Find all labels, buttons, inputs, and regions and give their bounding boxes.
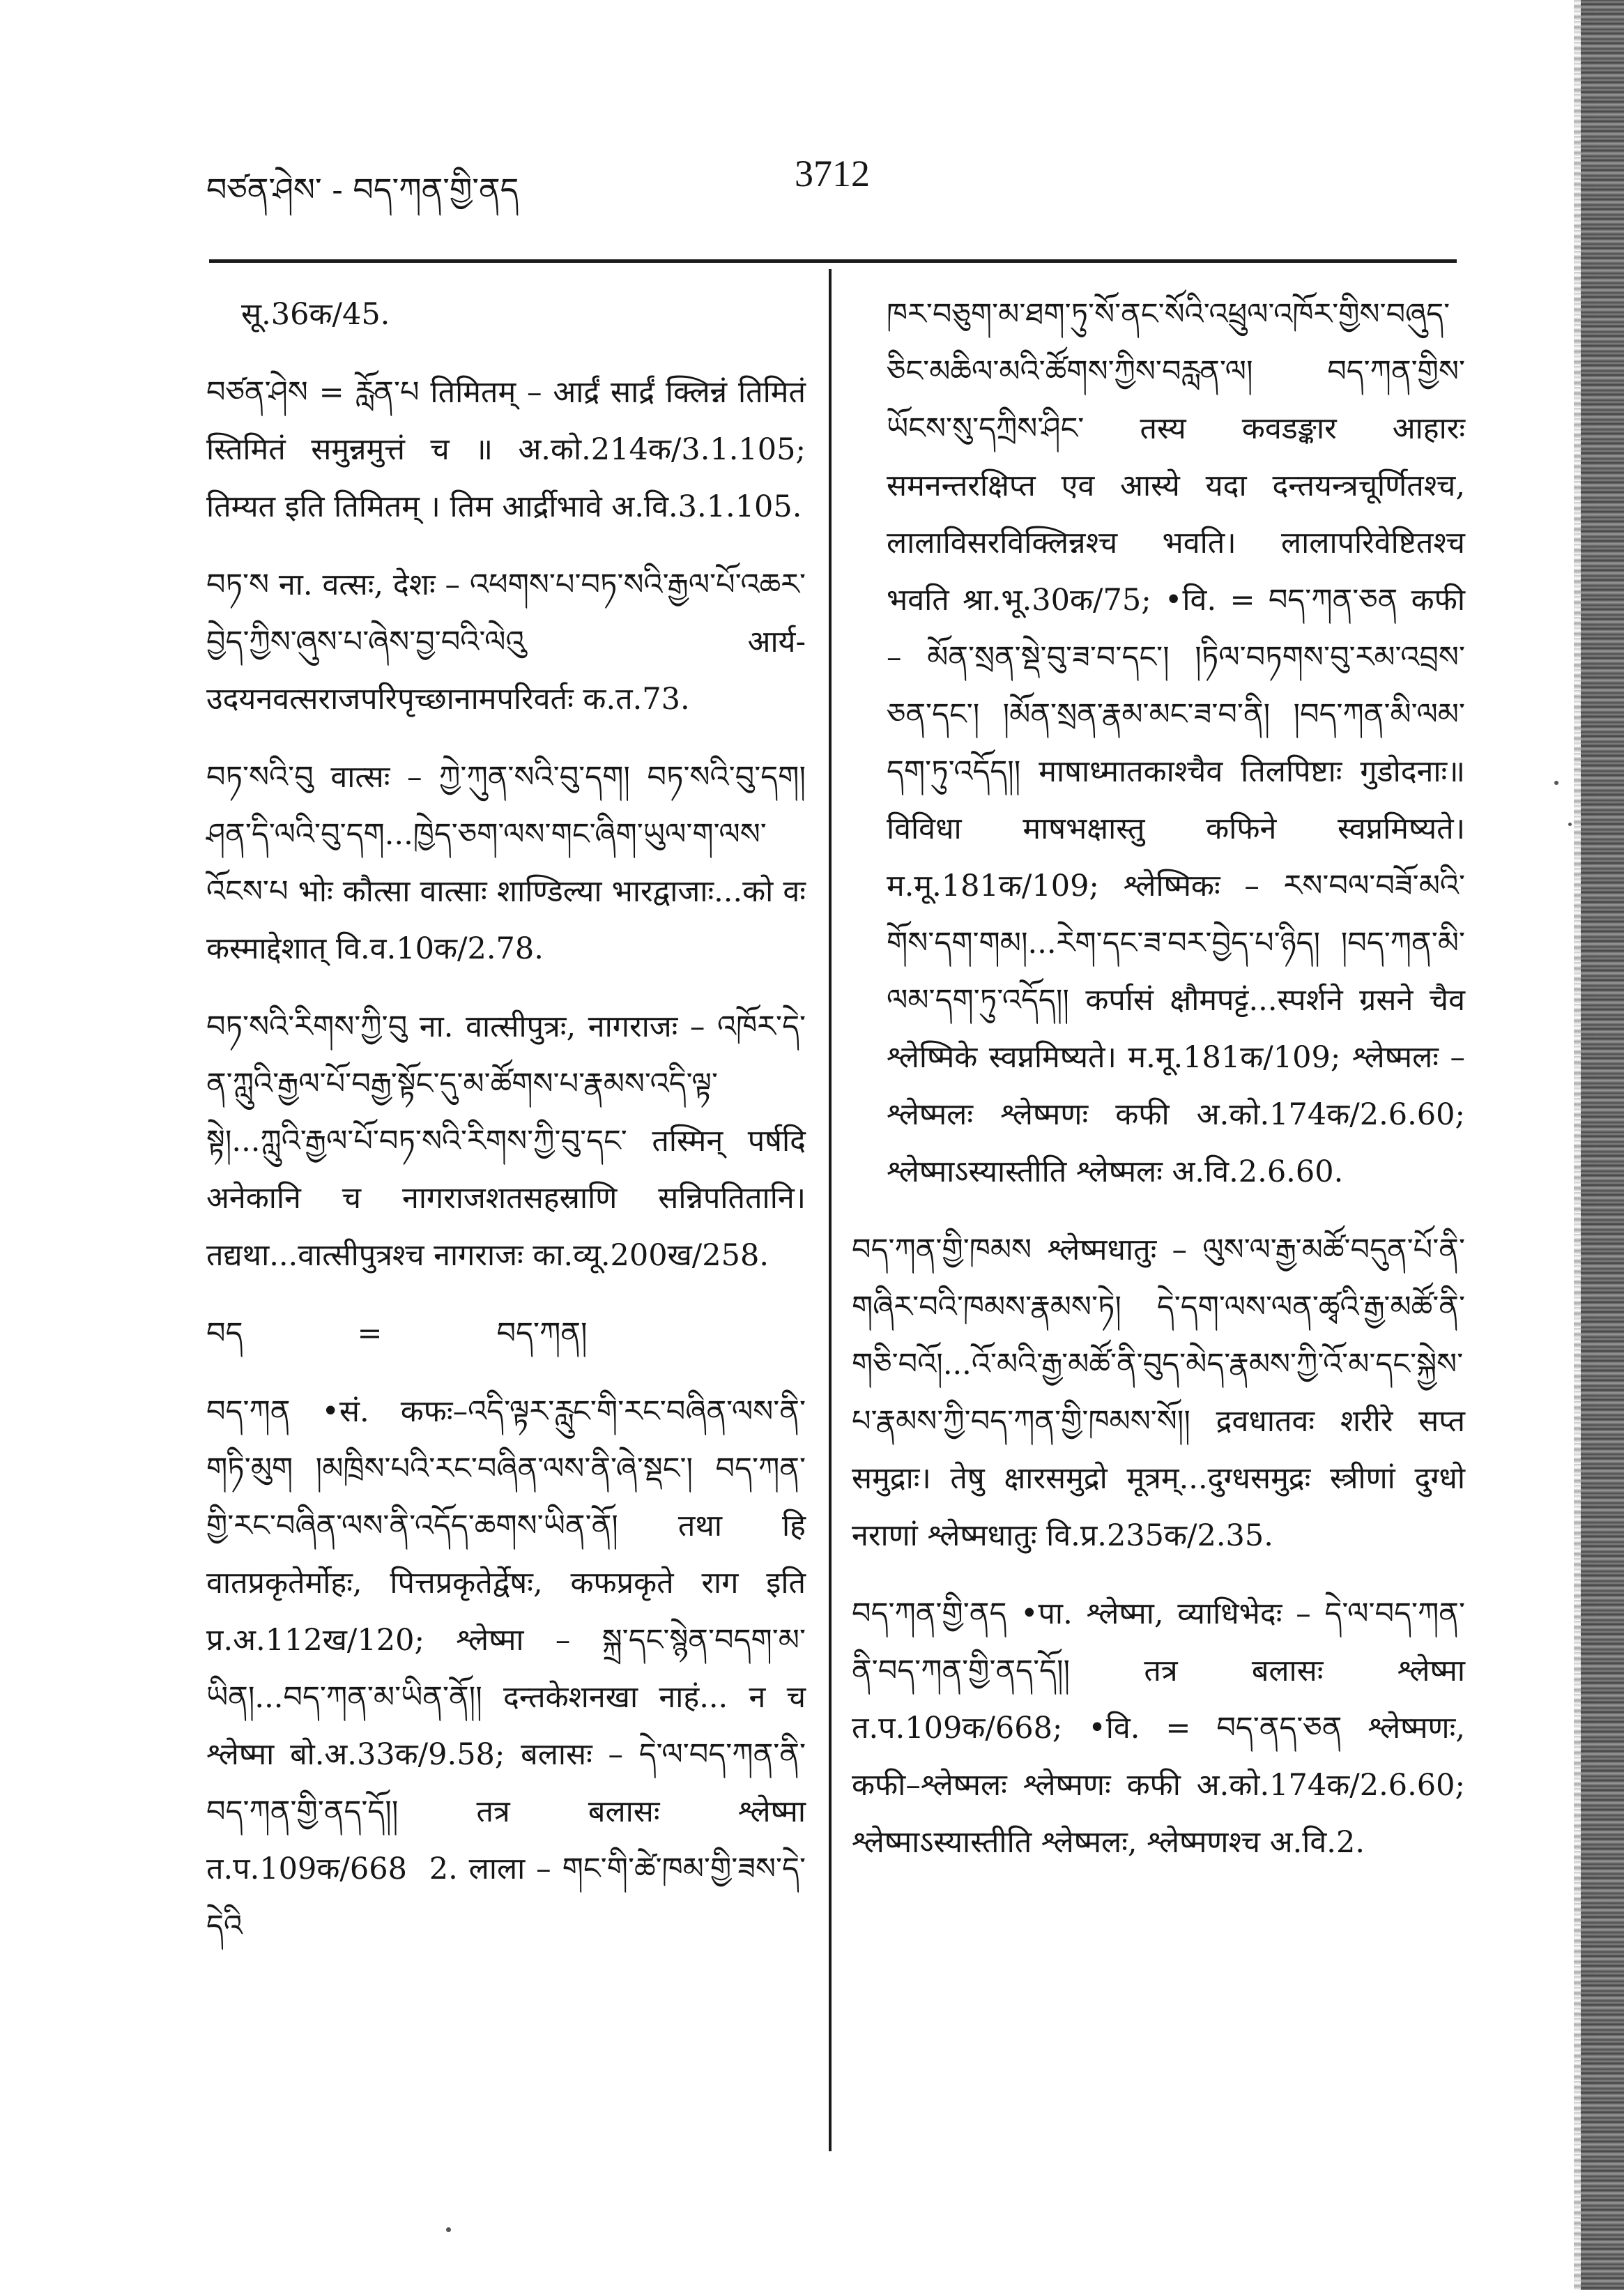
scan-edge-strip [1581,0,1624,2290]
page-number: 3712 [795,153,870,194]
entry-text: བད་ཀན་གྱི་ནད •पा. श्लेष्मा, व्याधिभेदः – དེ་ལ་བད་ཀན་ནི་བད་ཀན་གྱི་ནད་དོ།། तत्र बलासः श्लेष्मा त.प.109क/668; •वि. = བད་ནད་ཅན श्लेष्मणः, कफी–श्लेष्मलः श्लेष्मणः कफी अ.को.174क/2.6.60; श्लेष्माऽस्यास्तीति श्लेष्मलः, श्लेष्मणश्च अ.वि.2. [852,1596,1475,1860]
entry-text: བཙན་ཤེས = རློན་པ तिमितम् – आर्द्रं सार्द्रं क्लिन्नं तिमितं स्तिमितं समुन्नमुत्तं च ॥ अ.को.214क/3.1.105; तिम्यत इति तिमितम् । तिम आर्द्रीभावे अ.वि.3.1.105. [206,375,815,524]
entry-text: བཏ་ས ना. वत्सः, देशः – འཕགས་པ་བཏ་སའི་རྒྱལ་པོ་འཆར་བྱེད་ཀྱིས་ཞུས་པ་ཞེས་བྱ་བའི་ལེའུ आर्य-उदयनवत्सराजपरिपृच्छानामपरिवर्तः क.त.73. [206,567,806,717]
entry-continuation [206,286,806,343]
entry-text: བད་ཀན་གྱི་ཁམས श्लेष्मधातुः – ལུས་ལ་རྒྱ་མཚོ་བདུན་པོ་ནི་གཞིར་བའི་ཁམས་རྣམས་ཏེ། དེ་དག་ལས་ལན་ཚྭའི་རྒྱ་མཚོ་ནི་གཅི་བའོ།...འོ་མའི་རྒྱ་མཚོ་ནི་བུད་མེད་རྣམས་ཀྱི་འོ་མ་དང་སྐྱེས་པ་རྣམས་ཀྱི་བད་ཀན་གྱི་ཁམས་སོ།། द्रवधातवः शरीरे सप्त समुद्राः। तेषु क्षारसमुद्रो मूत्रम्...दुग्धसमुद्रः स्त्रीणां दुग्धो नराणां श्लेष्मधातुः वि.प्र.235क/2.35. [852,1232,1475,1553]
dictionary-entry [852,1221,1475,1564]
entry-text: བཏ་སའི་རིགས་ཀྱི་བུ ना. वात्सीपुत्रः, नागराजः – འཁོར་དེ་ན་ཀླུའི་རྒྱལ་པོ་བརྒྱ་སྟོང་དུ་མ་ཚོགས་པ་རྣམས་འདི་ལྟ་སྟེ།...ཀླུའི་རྒྱལ་པོ་བཏ་སའི་རིགས་ཀྱི་བུ་དང་ तस्मिन् पर्षदि अनेकानि च नागराजशतसहस्राणि सन्निपतितानि। तद्यथा...वात्सीपुत्रश्च नागराजः का.व्यू.200ख/258. [206,1009,815,1273]
column-divider [829,269,832,2151]
dictionary-entry [206,1383,815,1955]
entry-text: सू.36क/45. [241,297,390,332]
cross-reference-entry [206,1305,806,1362]
entry-text: བཏ་སའི་བུ वात्सः – ཀྱེ་ཀུན་སའི་བུ་དག། བཏ་སའི་བུ་དག། ཤན་དི་ལའི་བུ་དག...ཁྱེད་ཅག་ལས་གང་ཞིག་ཡུལ་ག་ལས་འོངས་པ भोः कौत्सा वात्साः शाण्डिल्या भारद्वाजाः...को वः कस्माद्देशात् वि.व.10क/2.78. [206,760,815,966]
dictionary-entry [206,556,806,728]
right-column [852,286,1475,2168]
scan-speck [1568,823,1572,826]
dictionary-entry [206,998,815,1284]
dictionary-entry [206,364,815,535]
left-column [206,286,815,2168]
entry-continuation [852,286,1475,1200]
entry-text: བད་ཀན •सं. कफः–འདི་ལྟར་རླུང་གི་རང་བཞིན་ལས་ནི་གཏི་མུག །མཁྲིས་པའི་རང་བཞིན་ལས་ནི་ཞེ་སྡང་། བད་ཀན་གྱི་རང་བཞིན་ལས་ནི་འདོད་ཆགས་ཡིན་ནོ། तथा हि वातप्रकृतेर्मोहः, पित्तप्रकृतेर्द्वेषः, कफप्रकृते राग इति प्र.अ.112ख/120; श्लेष्मा – སྐྲ་དང་སྙེན་བདག་མ་ཡིན།...བད་ཀན་མ་ཡིན་ནོ།། दन्तकेशनखा नाहं... न च श्लेष्मा बो.अ.33क/9.58; बलासः – དེ་ལ་བད་ཀན་ནི་བད་ཀན་གྱི་ནད་དོ།། तत्र बलासः श्लेष्मा त.प.109क/668 2. लाला – གང་གི་ཚེ་ཁམ་གྱི་ཟས་དེ་དེའི [206,1394,815,1944]
scan-speck [1554,781,1558,785]
entry-text: ཁར་བཅུག་མ་ཐག་ཏུ་སོ་ནང་སོའི་འཕྲུལ་འཁོར་གྱིས་བཞུད་ཅིང་མཆིལ་མའི་ཚོགས་ཀྱིས་བརླན་ལ། བད་ཀན་གྱིས་ཡོངས་སུ་དཀྲིས་ཤིང་ तस्य कवडङ्कार आहारः समनन्तरक्षिप्त एव आस्ये यदा दन्तयन्त्रचूर्णितश्च, लालाविसरविक्लिन्नश्च भवति। लालापरिवेष्टितश्च भवति श्रा.भू.30क/75; •वि. = བད་ཀན་ཅན कफी – མོན་སྲན་སྡེ་བུ་ཟ་བ་དང་། །ཏིལ་བཏགས་བུ་རམ་འབྲས་ཅན་དང་། །མོན་སྲན་རྣམ་མང་ཟ་བ་ནི། །བད་ཀན་མི་ལམ་དག་ཏུ་འདོད།། माषाध्मातकाश्चैव तिलपिष्टाः गुडोदनाः॥ विविधा माषभक्षास्तु कफिने स्वप्नमिष्यते। म.मू.181क/109; श्लेष्मिकः – རས་བལ་བཟོ་མའི་གོས་དག་གམ།...རེག་དང་ཟ་བར་བྱེད་པ་ཉིད། །བད་ཀན་མི་ལམ་དག་ཏུ་འདོད།། कर्पासं क्षौमपट्टं...स्पर्शने ग्रसने चैव श्लेष्मिके स्वप्नमिष्यते। म.मू.181क/109; श्लेष्मलः – श्लेष्मलः श्लेष्मणः कफी अ.को.174क/2.6.60; श्लेष्माऽस्यास्तीति श्लेष्मलः अ.वि.2.6.60. [887,297,1475,1189]
scan-speck [446,2227,451,2232]
entry-text: བད = བད་ཀན། [206,1316,588,1351]
dictionary-entry [206,749,815,977]
dictionary-entry [852,1585,1475,1871]
header-rule [209,259,1457,263]
running-title: བཙན་ཤེས་ - བད་ཀན་གྱི་ནད [206,171,519,208]
